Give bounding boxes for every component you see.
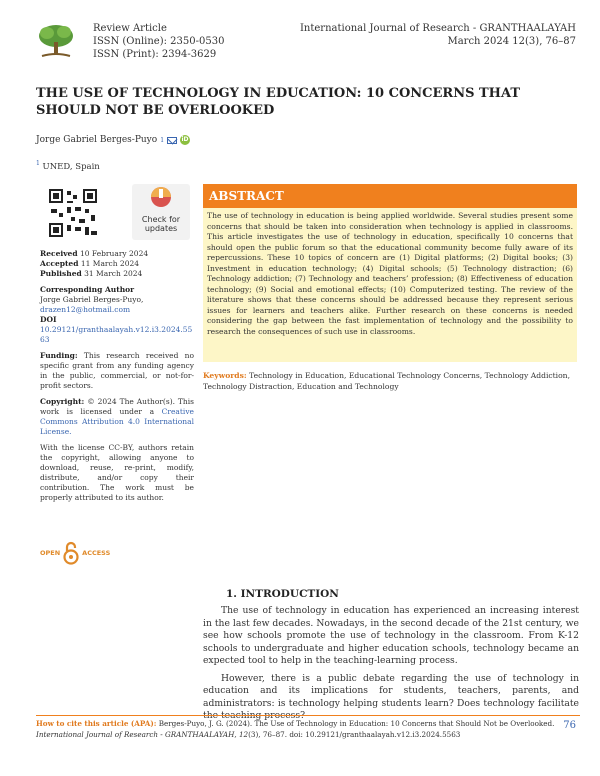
doi-link[interactable]: 10.29121/granthaalayah.v12.i3.2024.5563 <box>40 325 193 344</box>
intro-paragraph-2: However, there is a public debate regarding the use of technology in education and its implications for students, teachers, parents, and administrators: is technology helping students learn? Does technology facilitate <box>203 672 579 709</box>
license-text: With the license CC-BY, authors retain the copyright, allowing anyone to download, reuse, re-print, modify, distribute, and/or copy their contribution. The work must be properly attributed to its author. <box>40 443 194 502</box>
open-access-lock-icon <box>62 541 80 565</box>
corresponding-heading: Corresponding Author <box>40 285 135 294</box>
citation-footer: How to cite this article (APA): Berges-Puyo, J. G. (2024). The Use of Technology in Education: 10 Concerns that Should Not be Overlooked. International Journal of Research - GRANTHAALAYAH, 12(3), 76–87. doi: 10.29121/granthaalayah.v12.i3.2024.5563 <box>36 719 555 739</box>
issn-print: ISSN (Print): 2394-3629 <box>93 49 217 60</box>
issue-info: March 2024 12(3), 76–87 <box>447 36 576 47</box>
abstract-text: The use of technology in education is being applied worldwide. Several studies present some concerns that should be taken into consideration when technology is applied in classrooms. This article investigates the use of technology in education, specifically 10 concerns that should open the public forum so that the educational community become fully aware of its repercussions. These 10 topics of concern are (1) Digital platforms; (2) Digital books; (3) Investment in education technology; (4) Digital schools; (5) Technology distraction; (6) Technology addiction; (7) Technology and teachers’ profession; (8) Effectiveness of education technology; (9) Social and emotional effects; (10) Computerized testing. The review of the literature shows that these concerns should be addressed because they represent serious issues for learners and teachers alike. Further research on these concerns is needed considering the gap between the fast implementation of technology and the possibility to research the consequences of such use in classrooms. <box>203 208 577 362</box>
intro-paragraph-1: The use of technology in education has experienced an increasing interest in the last few decades. Nowadays, in the second decade of the 21st century, we see how schools promote the use of technology in the classroom. From K-12 schools to undergraduate and higher education schools, technology became an expected tool to help in the teaching-learning process. <box>203 605 579 666</box>
header-right <box>300 22 576 48</box>
article-info-sidebar <box>40 249 194 503</box>
issn-online: ISSN (Online): 2350-0530 <box>93 36 225 47</box>
article-title: THE USE OF TECHNOLOGY IN EDUCATION: 10 CONCERNS THAT SHOULD NOT BE OVERLOOKED <box>36 86 521 118</box>
abstract-heading: ABSTRACT <box>203 184 577 208</box>
open-access-badge: OPEN ACCESS <box>40 541 110 565</box>
accepted-date: Accepted 11 March 2024 <box>40 259 140 268</box>
copyright-statement: Copyright: © 2024 The Author(s). This work is licensed under a Creative Commons Attribution 4.0 International License. <box>40 397 194 436</box>
corresponding-email-link[interactable]: drazen12@hotmail.com <box>40 305 131 314</box>
page-header <box>0 0 600 64</box>
orcid-icon[interactable]: iD <box>181 136 189 143</box>
page-number: 76 <box>563 720 576 731</box>
header-left <box>93 22 224 61</box>
qr-code-icon <box>47 187 99 239</box>
author-affil-sup: 1 <box>160 136 165 144</box>
check-for-updates-label: Check for updates <box>141 215 181 233</box>
license-link[interactable]: Creative Commons Attribution 4.0 International License. <box>40 407 194 436</box>
published-date: Published 31 March 2024 <box>40 269 143 278</box>
introduction-body <box>203 605 579 723</box>
article-type: Review Article <box>93 23 167 34</box>
affiliation-text: UNED, Spain <box>42 161 100 172</box>
how-to-cite-label: How to cite this article (APA): <box>36 719 157 728</box>
journal-name: International Journal of Research - GRANTHAALAYAH <box>299 23 576 34</box>
author-name: Jorge Gabriel Berges-Puyo <box>36 135 158 145</box>
doi-heading: DOI <box>40 315 57 324</box>
journal-logo-tree-icon <box>34 22 78 62</box>
email-icon[interactable] <box>167 137 177 144</box>
corresponding-name: Jorge Gabriel Berges-Puyo, <box>40 295 144 304</box>
received-date: Received 10 February 2024 <box>40 249 149 258</box>
funding-statement: Funding: This research received no specific grant from any funding agency in the public, commercial, or not-for-profit sectors. <box>40 351 195 390</box>
author-line <box>36 135 190 145</box>
affiliation-sup: 1 <box>36 160 40 167</box>
introduction-heading: 1. INTRODUCTION <box>226 588 339 600</box>
keywords <box>203 371 577 392</box>
keywords-label: Keywords: <box>203 371 247 380</box>
footer-divider <box>36 715 580 716</box>
affiliation <box>36 160 100 172</box>
keywords-text: Technology in Education, Educational Technology Concerns, Technology Addiction, Technology Distraction, Education and Technology <box>203 371 570 391</box>
